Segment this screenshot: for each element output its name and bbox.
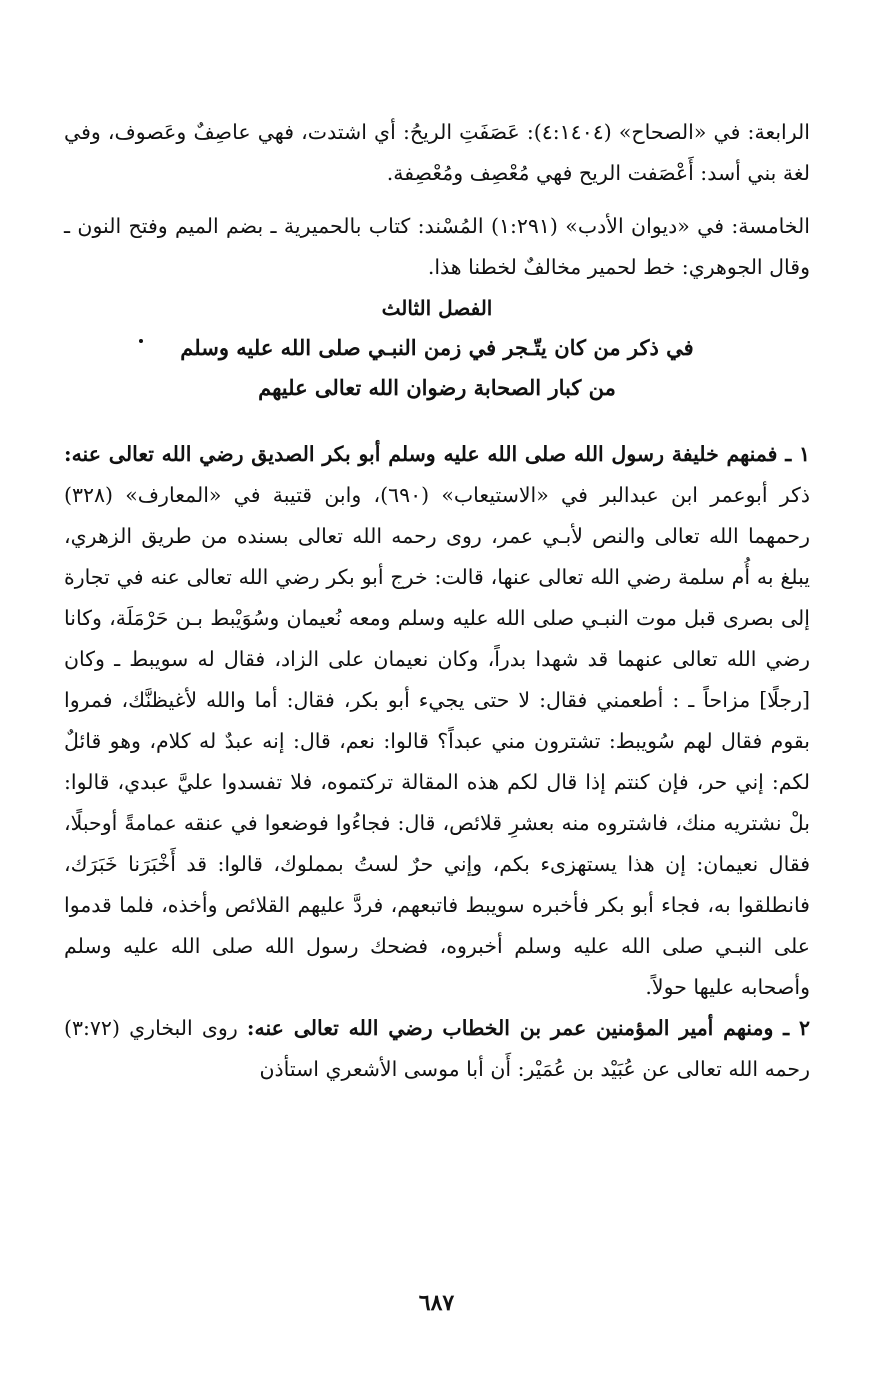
page-body xyxy=(64,112,810,1090)
entry-umar xyxy=(64,1008,810,1090)
entry-umar-heading: ٢ ـ ومنهم أمير المؤمنين عمر بن الخطاب رضي الله تعالى عنه: xyxy=(246,1016,810,1040)
entry-abu-bakr-body: ذكر أبوعمر ابن عبدالبر في «الاستيعاب» (٦٩٠)، وابن قتيبة في «المعارف» (٣٢٨) رحمهما الله تعالى والنص لأبـي عمر، روى رحمه الله تعالى بسنده من طريق الزهري، يبلغ به أُم سلمة رضي الله تعالى عنها، قالت: خرج أبو بكر رضي الله تعالى عنه في تجارة إلى بصرى قبل موت النبـي صلى الله عليه وسلم ومعه نُعيمان وسُوَيْبط بـن حَرْمَلَة، وكانا رضي الله تعالى عنهما قد شهدا بدراً، وكان نعيمان على الزاد، فقال له سويبط ـ وكان [رجلًا] مزاحاً ـ : أطعمني فقال: لا حتى يجيء أبو بكر، فقال: أما والله لأغيظنَّك، فمروا بقوم فقال لهم سُويبط: تشترون مني عبداً؟ قالوا: نعم، قال: إنه عبدٌ له كلام، وهو قائلٌ لكم: إني حر، فإن كنتم إذا قال لكم هذه المقالة تركتموه، فلا تفسدوا عليَّ عبدي، قالوا: بلْ نشتريه منك، فاشتروه منه بعشرِ قلائص، قال: فجاءُوا فوضعوا في عنقه عمامةً أوحبلًا، فقال نعيمان: إن هذا يستهزىء بكم، وإني حرٌ لستُ بمملوك، قالوا: قد أَخْبَرَنا خَبَرَك، فانطلقوا به، فجاء أبو بكر فأخبره سويبط فاتبعهم، فردَّ عليهم القلائص وأخذه، فلما قدموا على النبـي صلى الله عليه وسلم أخبروه، فضحك رسول الله صلى الله عليه وسلم وأصحابه عليها حولاً. xyxy=(64,483,810,999)
spacer xyxy=(64,408,810,434)
stray-dot-mark xyxy=(139,339,143,343)
chapter-subtitle-line-2: من كبار الصحابة رضوان الله تعالى عليهم xyxy=(258,375,616,400)
chapter-title: الفصل الثالث xyxy=(381,296,493,320)
chapter-subtitle-line-1: في ذكر من كان يتّـجر في زمن النبـي صلى الله عليه وسلم xyxy=(180,335,694,360)
entry-umar-body: روى البخاري (٣:٧٢) رحمه الله تعالى عن عُبَيْد بن عُمَيْر: أَن أبا موسى الأشعري استأذن xyxy=(64,1016,810,1081)
spacer xyxy=(64,194,810,206)
paragraph-fourth: الرابعة: في «الصحاح» (٤:١٤٠٤): عَصَفَتِ الريحُ: أي اشتدت، فهي عاصِفٌ وعَصوف، وفي لغة بني أسد: أَعْصَفت الريح فهي مُعْصِف ومُعْصِفة. xyxy=(64,120,810,185)
entry-abu-bakr-heading: ١ ـ فمنهم خليفة رسول الله صلى الله عليه وسلم أبو بكر الصديق رضي الله تعالى عنه: xyxy=(64,442,810,466)
paragraph-fifth: الخامسة: في «ديوان الأدب» (١:٢٩١) المُسْند: كتاب بالحميرية ـ بضم الميم وفتح النون ـ وقال الجوهري: خط لحمير مخالفٌ لخطنا هذا. xyxy=(64,214,810,279)
entry-abu-bakr xyxy=(64,434,810,1008)
page-number: ٦٨٧ xyxy=(418,1290,455,1316)
